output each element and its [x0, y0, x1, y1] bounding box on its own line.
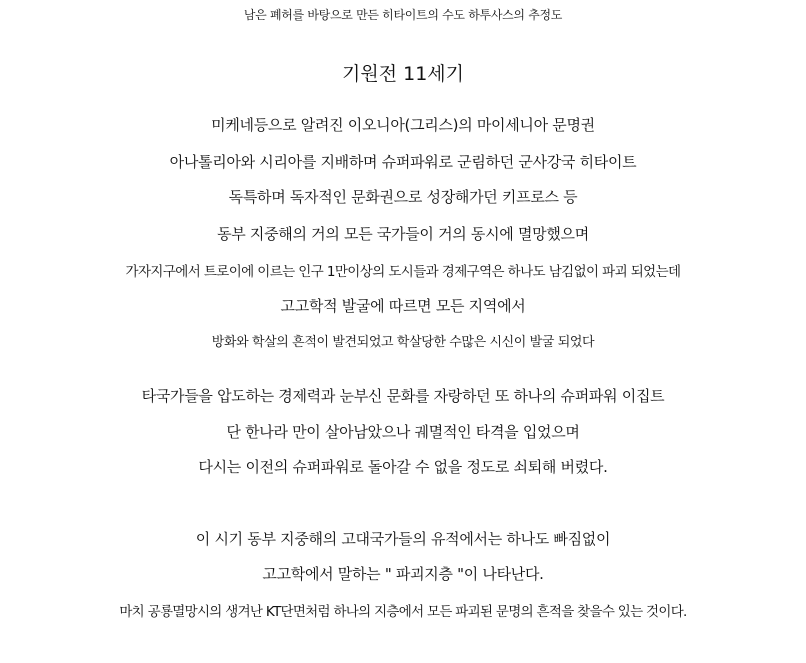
text-line-3: 독특하며 독자적인 문화권으로 성장해가던 키프로스 등: [228, 188, 578, 206]
image-caption: 남은 폐허를 바탕으로 만든 히타이트의 수도 하투사스의 추정도: [243, 8, 563, 22]
text-line-4: 동부 지중해의 거의 모든 국가들이 거의 동시에 멸망했으며: [217, 225, 589, 243]
text-line-13: 마치 공룡멸망시의 생겨난 KT단면처럼 하나의 지층에서 모든 파괴된 문명의 흔적을 찾을수 있는 것이다.: [119, 604, 687, 620]
text-line-5: 가자지구에서 트로이에 이르는 인구 1만이상의 도시들과 경제구역은 하나도 남김없이 파괴 되었는데: [125, 264, 681, 280]
text-line-10: 다시는 이전의 슈퍼파워로 돌아갈 수 없을 정도로 쇠퇴해 버렸다.: [198, 458, 608, 476]
text-line-7: 방화와 학살의 흔적이 발견되었고 학살당한 수많은 시신이 발굴 되었다: [211, 335, 595, 350]
text-line-8: 타국가들을 압도하는 경제력과 눈부신 문화를 자랑하던 또 하나의 슈퍼파워 이집트: [141, 387, 665, 405]
text-line-6: 고고학적 발굴에 따르면 모든 지역에서: [280, 297, 526, 315]
text-line-12: 고고학에서 말하는 " 파괴지층 "이 나타난다.: [262, 565, 544, 583]
section-title: 기원전 11세기: [342, 63, 464, 85]
text-line-2: 아나톨리아와 시리아를 지배하며 슈퍼파워로 군림하던 군사강국 히타이트: [169, 153, 637, 171]
text-line-11: 이 시기 동부 지중해의 고대국가들의 유적에서는 하나도 빠짐없이: [195, 530, 611, 548]
text-line-9: 단 한나라 만이 살아남았으나 궤멸적인 타격을 입었으며: [226, 423, 580, 441]
text-line-1: 미케네등으로 알려진 이오니아(그리스)의 마이세니아 문명권: [211, 116, 595, 134]
